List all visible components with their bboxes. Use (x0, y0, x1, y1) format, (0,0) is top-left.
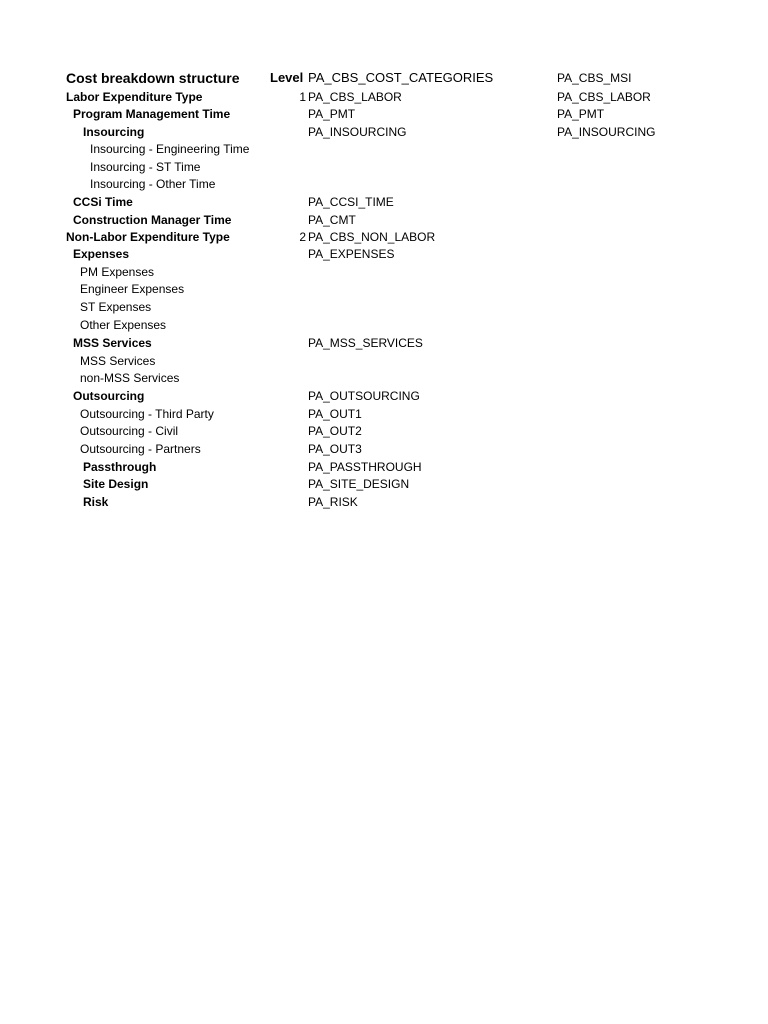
row-category: PA_PASSTHROUGH (308, 460, 422, 474)
row-name: Engineer Expenses (80, 282, 185, 296)
table-row (0, 493, 768, 511)
row-name: Other Expenses (80, 318, 167, 332)
table-row (0, 298, 768, 316)
row-category: PA_CBS_NON_LABOR (308, 230, 436, 244)
row-name: Labor Expenditure Type (66, 90, 203, 104)
table-row (0, 369, 768, 387)
row-category: PA_OUT1 (308, 407, 362, 421)
row-category: PA_MSS_SERVICES (308, 336, 423, 350)
row-name: Outsourcing (73, 389, 145, 403)
row-category: PA_PMT (308, 107, 356, 121)
table-row (0, 123, 768, 141)
row-msi: PA_CBS_LABOR (557, 90, 651, 104)
row-name: Outsourcing - Partners (80, 442, 201, 456)
header-title: Cost breakdown structure (66, 70, 240, 86)
row-category: PA_OUTSOURCING (308, 389, 420, 403)
row-name: MSS Services (73, 336, 152, 350)
row-category: PA_CCSI_TIME (308, 195, 394, 209)
row-msi: PA_INSOURCING (557, 125, 656, 139)
row-name: Expenses (73, 247, 130, 261)
row-category: PA_CMT (308, 213, 356, 227)
table-row (0, 228, 768, 246)
row-name: MSS Services (80, 354, 156, 368)
row-name: Insourcing - Other Time (90, 177, 216, 191)
row-category: PA_CBS_LABOR (308, 90, 402, 104)
table-row (0, 193, 768, 211)
table-row (0, 352, 768, 370)
row-level: 1 (299, 90, 306, 104)
table-row (0, 422, 768, 440)
table-row (0, 263, 768, 281)
table-row (0, 475, 768, 493)
table-row (0, 440, 768, 458)
row-level: 2 (299, 230, 306, 244)
table-row (0, 387, 768, 405)
table-row (0, 458, 768, 476)
row-name: Risk (83, 495, 109, 509)
header-level: Level (270, 70, 304, 85)
row-category: PA_EXPENSES (308, 247, 395, 261)
row-name: Non-Labor Expenditure Type (66, 230, 230, 244)
header-msi: PA_CBS_MSI (557, 71, 632, 85)
row-name: PM Expenses (80, 265, 155, 279)
row-name: Outsourcing - Civil (80, 424, 179, 438)
row-category: PA_INSOURCING (308, 125, 407, 139)
header-row (0, 69, 768, 87)
header-cost-categories: PA_CBS_COST_CATEGORIES (308, 70, 494, 85)
row-name: Insourcing - Engineering Time (90, 142, 250, 156)
row-name: non-MSS Services (80, 371, 180, 385)
row-category: PA_OUT3 (308, 442, 362, 456)
row-category: PA_RISK (308, 495, 358, 509)
table-row (0, 175, 768, 193)
table-row (0, 88, 768, 106)
row-name: Program Management Time (73, 107, 231, 121)
row-name: Construction Manager Time (73, 213, 232, 227)
table-row (0, 280, 768, 298)
row-name: Insourcing - ST Time (90, 160, 201, 174)
row-name: Site Design (83, 477, 149, 491)
row-category: PA_OUT2 (308, 424, 362, 438)
row-msi: PA_PMT (557, 107, 605, 121)
table-row (0, 140, 768, 158)
table-row (0, 105, 768, 123)
row-category: PA_SITE_DESIGN (308, 477, 410, 491)
table-row (0, 211, 768, 229)
row-name: Passthrough (83, 460, 157, 474)
table-row (0, 405, 768, 423)
row-name: CCSi Time (73, 195, 133, 209)
row-name: Insourcing (83, 125, 145, 139)
table-row (0, 316, 768, 334)
table-row (0, 334, 768, 352)
table-row (0, 245, 768, 263)
row-name: ST Expenses (80, 300, 152, 314)
table-row (0, 158, 768, 176)
row-name: Outsourcing - Third Party (80, 407, 214, 421)
